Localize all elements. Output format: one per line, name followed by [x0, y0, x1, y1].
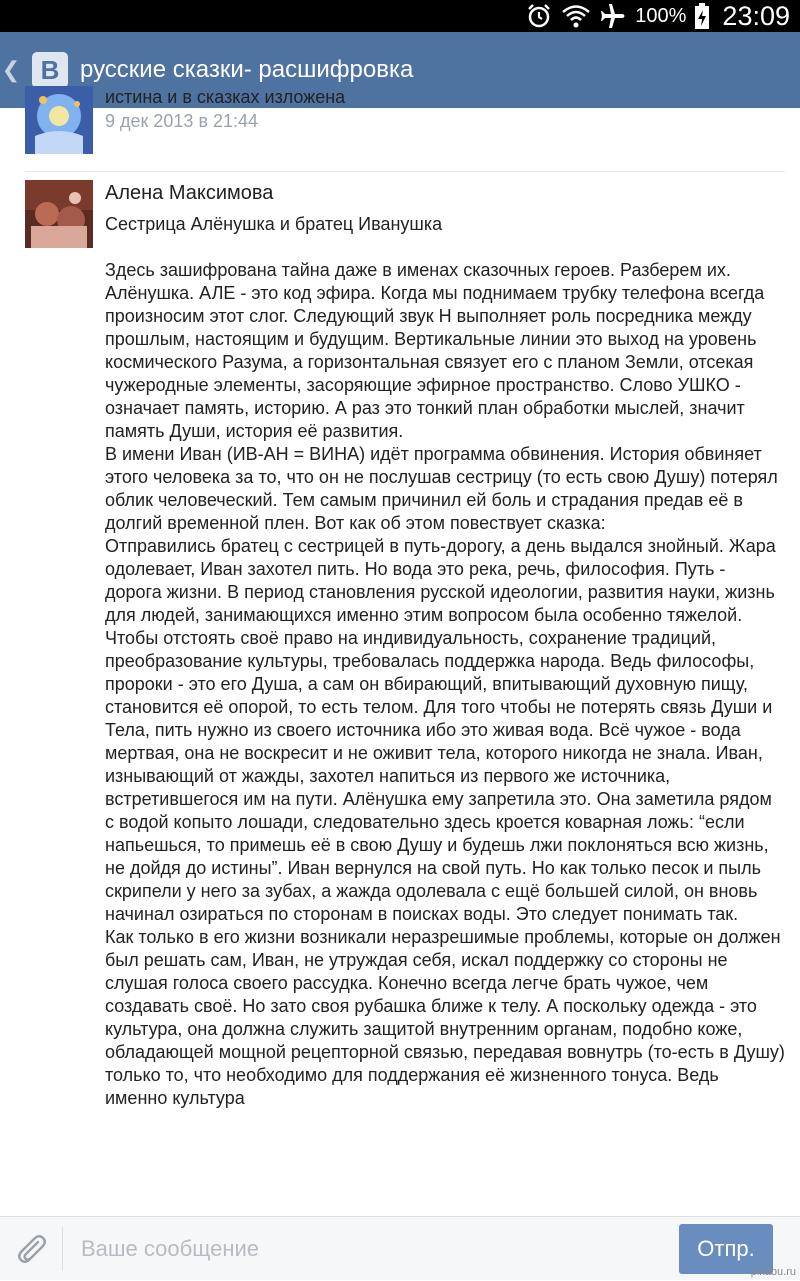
chevron-left-icon[interactable]: ❮: [1, 57, 21, 82]
watermark: pikabu.ru: [750, 1266, 796, 1278]
battery-charging-icon: [694, 2, 710, 30]
message-subject: Сестрица Алёнушка и братец Иванушка: [105, 214, 443, 234]
paperclip-icon[interactable]: [0, 1217, 62, 1281]
sender-name[interactable]: Алена Максимова: [105, 182, 274, 204]
page-title: русские сказки- расшифровка: [80, 56, 414, 83]
message-text: истина и в сказках изложена: [105, 87, 346, 107]
avatar[interactable]: [25, 180, 93, 248]
battery-percent: 100%: [635, 4, 687, 27]
message-composer: [0, 1216, 800, 1280]
status-bar: [0, 0, 800, 32]
clock: 23:09: [722, 0, 790, 31]
alarm-icon: [525, 2, 553, 30]
airplane-mode-icon: [599, 2, 627, 30]
send-button[interactable]: Отпр.: [679, 1224, 773, 1274]
wifi-icon: [561, 3, 591, 29]
vk-logo[interactable]: B: [32, 52, 68, 88]
avatar[interactable]: [25, 86, 93, 154]
message-date: 9 дек 2013 в 21:44: [105, 111, 259, 131]
message-input[interactable]: [63, 1217, 673, 1281]
message-text: Здесь зашифрована тайна даже в именах сказочных героев. Разберем их. Алёнушка. АЛЕ - это код эфира. Когда мы поднимаем трубку телефона всегда произносим этот слог. Следующий звук Н выполняет роль посредника между прошлым, настоящим и будущим. Вертикальные линии это выход на уровень космического Разума, а горизонтальная связует его с планом Земли, отсекая чужеродные элементы, засоряющие эфирное пространство. Слово УШКО - означает память, историю. А раз это тонкий план обработки мыслей, значит память Души, история её развития. В имени Иван (ИВ-АН = ВИНА) идёт программа обвинения. История обвиняет этого человека за то, что он не послушав сестрицу (то есть свою Душу) потерял облик человеческий. Тем самым причинил ей боль и страдания предав её в долгий временной плен. Вот как об этом повествует сказка: Отправились братец с сестрицей в путь-дорогу, а день выдался знойный. Жара одолевает, Иван захотел пить. Но вода это река, речь, философия. Путь - дорога жизни. В период становления русской идеологии, развития науки, жизнь для людей, занимающихся именно этим вопросом была особенно тяжелой. Чтобы отстоять своё право на индивидуальность, сохранение традиций, преобразование культуры, требовалась поддержка народа. Ведь философы, пророки - это его Душа, а сам он вбирающий, впитывающий духовную пищу, становится её опорой, то есть телом. Для того чтобы не потерять связь Души и Тела, пить нужно из своего источника ибо это живая вода. Всё чужое - вода мертвая, она не воскресит и не оживит тела, которого никогда не знала. Иван, изнывающий от жажды, захотел напиться из первого же источника, встретившегося им на пути. Алёнушка ему запретила это. Она заметила рядом с водой копыто лошади, следовательно здесь кроется коварная ложь: “если напьешься, то примешь её в свою Душу и будешь лжи поклоняться всю жизнь, не дойдя до истины”. Иван вернулся на свой путь. Но как только песок и пыль скрипели у него за зубах, а жажда одолевала с ещё большей силой, он вновь начинал озираться по сторонам в поисках воды. Это следует понимать так. Как только в его жизни возникали неразрешимые проблемы, которые он должен был решать сам, Иван, не утруждая себя, искал поддержку со стороны не слушая голоса своего рассудка. Конечно всегда легче брать чужое, чем создавать своё. Но зато своя рубашка ближе к телу. А поскольку одежда - это культура, она должна служить защитой внутренним органам, подобно коже, обладающей мощной рецепторной связью, передавая вовнутрь (то-есть в Душу) только то, что необходимо для поддержания её жизненного тонуса. Ведь именно культура: [105, 260, 785, 1108]
divider: [25, 171, 785, 172]
message-list[interactable]: [0, 87, 800, 1216]
